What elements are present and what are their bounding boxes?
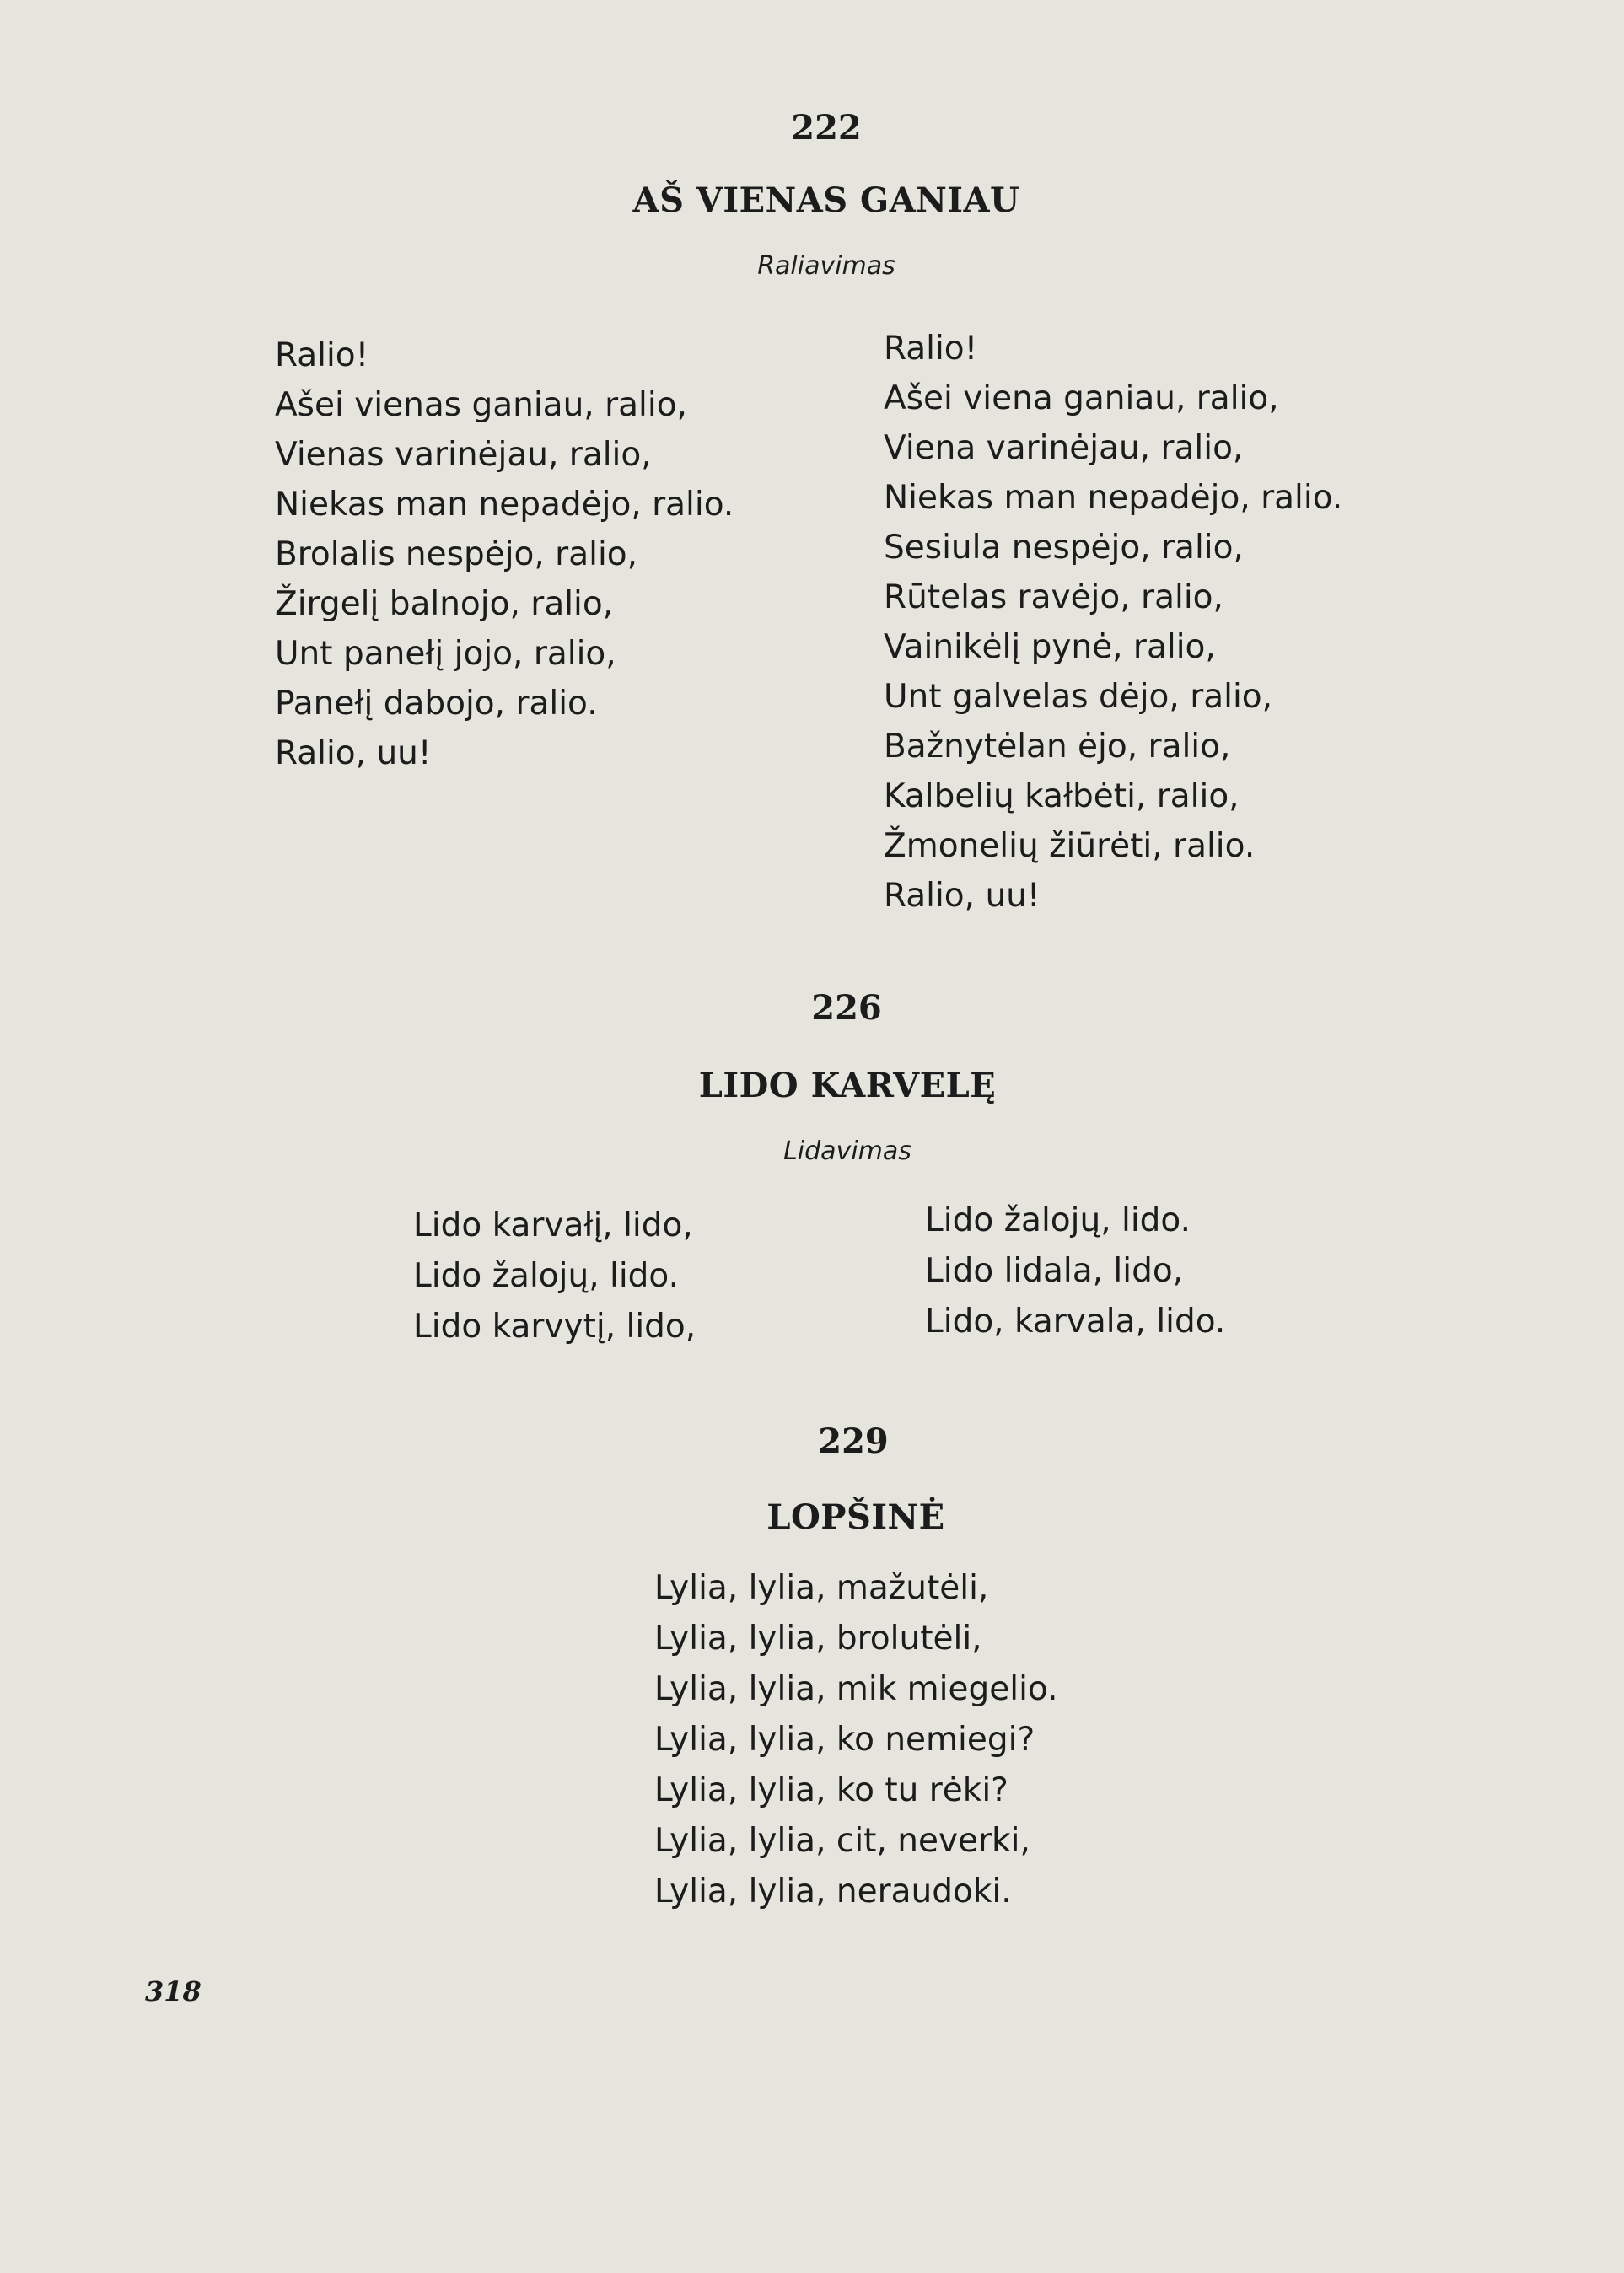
- verse-line: Brolalis nespėjo, ralio,: [275, 535, 638, 573]
- verse-line: Niekas man nepadėjo, ralio.: [275, 486, 734, 524]
- verse-line: Ralio, uu!: [884, 877, 1041, 915]
- verse-line: Lido, karvala, lido.: [925, 1303, 1226, 1341]
- verse-line: Lido karvałį, lido,: [413, 1206, 693, 1244]
- verse-line: Viena varinėjau, ralio,: [884, 429, 1244, 467]
- verse-line: Unt panełį jojo, ralio,: [275, 635, 616, 673]
- verse-line: Lido žalojų, lido.: [413, 1257, 679, 1295]
- verse-line: Lylia, lylia, mažutėli,: [654, 1569, 989, 1607]
- lullaby-verse: [654, 1563, 1058, 1917]
- verse-line: Žirgelį balnojo, ralio,: [275, 585, 614, 623]
- verse-left: [275, 330, 734, 778]
- song-number: 229: [818, 1421, 889, 1461]
- song-title: LOPŠINĖ: [766, 1497, 945, 1537]
- verse-line: Vainikėlį pynė, ralio,: [884, 628, 1216, 666]
- verse-line: Lido karvytį, lido,: [413, 1308, 696, 1346]
- song-title: AŠ VIENAS GANIAU: [632, 180, 1020, 220]
- verse-line: Lylia, lylia, mik miegelio.: [654, 1670, 1058, 1708]
- verse-line: Ralio!: [884, 330, 978, 368]
- verse-line: Lylia, lylia, cit, neverki,: [654, 1822, 1030, 1860]
- verse-line: Ralio, uu!: [275, 734, 432, 772]
- verse-line: Ralio!: [275, 336, 369, 374]
- verse-left: [413, 1201, 696, 1352]
- verse-line: Sesiula nespėjo, ralio,: [884, 529, 1244, 567]
- verse-line: Panełį dabojo, ralio.: [275, 685, 598, 723]
- verse-line: Kalbelių kałbėti, ralio,: [884, 777, 1240, 815]
- verse-right: [884, 324, 1342, 921]
- song-subtitle: Lidavimas: [783, 1136, 911, 1166]
- song-number: 222: [791, 108, 862, 148]
- verse-line: Lylia, lylia, ko nemiegi?: [654, 1721, 1035, 1759]
- song-number: 226: [811, 988, 882, 1028]
- verse-right: [925, 1196, 1225, 1347]
- verse-line: Bažnytėlan ėjo, ralio,: [884, 728, 1231, 766]
- verse-line: Ašei viena ganiau, ralio,: [884, 379, 1279, 417]
- verse-line: Unt galvelas dėjo, ralio,: [884, 678, 1273, 716]
- song-title: LIDO KARVELĘ: [698, 1066, 997, 1105]
- verse-line: Lylia, lylia, neraudoki.: [654, 1873, 1012, 1910]
- verse-line: Rūtelas ravėjo, ralio,: [884, 578, 1223, 616]
- page-number: 318: [145, 1975, 202, 2007]
- verse-line: Lido lidala, lido,: [925, 1252, 1184, 1290]
- verse-line: Lylia, lylia, brolutėli,: [654, 1620, 982, 1658]
- verse-line: Niekas man nepadėjo, ralio.: [884, 479, 1343, 517]
- verse-line: Lido žalojų, lido.: [925, 1201, 1191, 1239]
- verse-line: Vienas varinėjau, ralio,: [275, 436, 652, 474]
- verse-line: Ašei vienas ganiau, ralio,: [275, 386, 687, 424]
- verse-line: Žmonelių žiūrėti, ralio.: [884, 827, 1256, 865]
- verse-line: Lylia, lylia, ko tu rėki?: [654, 1771, 1008, 1809]
- song-subtitle: Raliavimas: [757, 251, 895, 281]
